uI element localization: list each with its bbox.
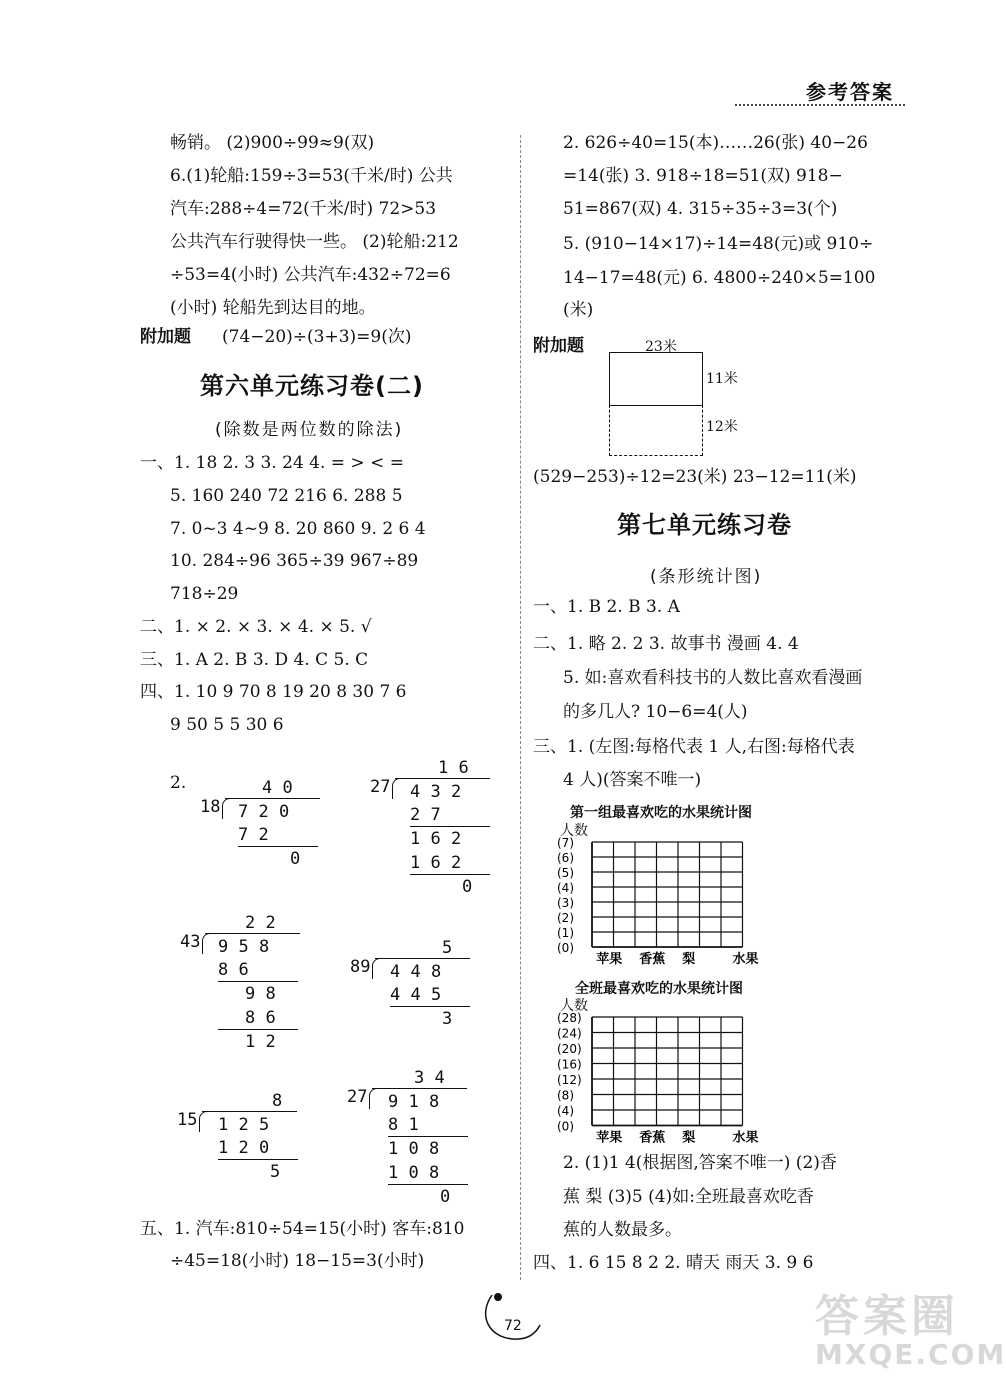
y-tick-label: (1): [557, 926, 574, 940]
x-tick-label: 苹果: [596, 952, 623, 967]
y-tick-label: (12): [557, 1073, 582, 1087]
y-tick-label: (3): [557, 896, 574, 910]
s1-line-1: 一、1. 18 2. 3 3. 24 4. = > < =: [140, 453, 404, 473]
y-tick-label: (4): [557, 1104, 574, 1118]
division-row: 2 7: [410, 805, 441, 825]
s4-2-label: 2.: [170, 773, 187, 793]
y-tick-label: (4): [557, 881, 574, 895]
x-tick-label: 苹果: [596, 1130, 623, 1146]
division-row: 9 1 8: [388, 1092, 440, 1112]
left-line-1: 畅销。 (2)900÷99≈9(双): [170, 133, 375, 153]
watermark-url: MXQE.COM: [815, 1338, 1006, 1371]
division-row: 1 2: [245, 1032, 276, 1052]
division-quotient: 3 4: [414, 1068, 445, 1088]
division-divisor: 89: [350, 957, 371, 977]
r-s3-2-3: 蕉的人数最多。: [563, 1220, 682, 1240]
x-tick-label: 梨: [682, 1130, 696, 1146]
unit7-title: 第七单元练习卷: [617, 511, 792, 539]
page-number-ornament: [478, 1285, 548, 1345]
division-quotient: 1 6: [438, 758, 469, 778]
division-divisor: 18: [200, 797, 221, 817]
s4-line-2: 9 50 5 5 30 6: [170, 715, 284, 735]
right-line-6: (米): [563, 300, 594, 320]
division-row: 1 0 8: [388, 1139, 440, 1159]
r-s2-1: 二、1. 略 2. 2 3. 故事书 漫画 4. 4: [533, 634, 799, 654]
rect-right-label-2: 12米: [706, 419, 738, 435]
division-row: 1 0 8: [388, 1163, 440, 1183]
r-s2-3: 的多几人? 10−6=4(人): [563, 702, 748, 722]
division-row: 1 6 2: [410, 829, 462, 849]
left-extra-text: (74−20)÷(3+3)=9(次): [222, 327, 412, 347]
right-extra-label: 附加题: [533, 336, 584, 356]
r-s3-2-1: 2. (1)1 4(根据图,答案不唯一) (2)香: [563, 1153, 837, 1173]
chart1-title: 第一组最喜欢吃的水果统计图: [570, 805, 752, 821]
x-tick-label: 梨: [682, 952, 696, 967]
division-quotient: 5: [442, 938, 453, 958]
y-tick-label: (28): [557, 1011, 582, 1025]
header-title: 参考答案: [806, 80, 894, 104]
rect-right-label-1: 11米: [706, 371, 738, 387]
r-s4: 四、1. 6 15 8 2 2. 晴天 雨天 3. 9 6: [533, 1253, 814, 1273]
unit6-title: 第六单元练习卷(二): [200, 372, 424, 400]
y-tick-label: (7): [557, 836, 574, 850]
chart1-ylabel: 人数: [560, 823, 588, 839]
y-tick-label: (6): [557, 851, 574, 865]
division-quotient: 8: [272, 1091, 283, 1111]
division-divisor: 15: [177, 1110, 198, 1130]
x-tick-label: 香蕉: [639, 952, 666, 967]
left-line-2: 6.(1)轮船:159÷3=53(千米/时) 公共: [170, 166, 453, 186]
division-row: 8 6: [245, 1008, 276, 1028]
unit7-subtitle: (条形统计图): [650, 567, 763, 587]
chart2-title: 全班最喜欢吃的水果统计图: [575, 981, 743, 997]
r-s2-2: 5. 如:喜欢看科技书的人数比喜欢看漫画: [563, 668, 863, 688]
x-tick-label: 香蕉: [639, 1130, 666, 1146]
y-tick-label: (2): [557, 911, 574, 925]
chart1-grid: [555, 835, 759, 967]
division-row: 1 2 5: [218, 1115, 270, 1135]
y-tick-label: (16): [557, 1057, 582, 1072]
right-line-2: =14(张) 3. 918÷18=51(双) 918−: [563, 166, 843, 186]
page-number: 72: [504, 1318, 522, 1334]
division-row: 3: [442, 1009, 453, 1029]
header-dotted-rule: [735, 104, 905, 106]
division-row: 7 2: [238, 825, 269, 845]
r-s3-2: 4 人)(答案不唯一): [563, 770, 702, 790]
s3-line: 三、1. A 2. B 3. D 4. C 5. C: [140, 650, 369, 670]
division-quotient: 2 2: [245, 913, 276, 933]
division-divisor: 27: [347, 1087, 368, 1107]
right-extra-eq: (529−253)÷12=23(米) 23−12=11(米): [533, 467, 857, 487]
s2-line: 二、1. × 2. × 3. × 4. × 5. √: [140, 617, 372, 637]
y-tick-label: (0): [557, 941, 574, 955]
right-line-5: 14−17=48(元) 6. 4800÷240×5=100: [563, 268, 876, 288]
chart2-ylabel: 人数: [560, 998, 588, 1014]
division-row: 4 4 8: [390, 962, 442, 982]
right-line-1: 2. 626÷40=15(本)……26(张) 40−26: [563, 133, 868, 153]
s5-line-2: ÷45=18(小时) 18−15=3(小时): [170, 1251, 425, 1271]
rectangle-dashed: [609, 405, 703, 456]
x-axis-label: 水果: [732, 1130, 759, 1146]
division-row: 0: [462, 877, 473, 897]
y-tick-label: (8): [557, 1088, 574, 1103]
y-tick-label: (20): [557, 1042, 582, 1056]
right-line-4: 5. (910−14×17)÷14=48(元)或 910÷: [563, 234, 874, 254]
division-row: 4 4 5: [390, 985, 442, 1005]
r-s1: 一、1. B 2. B 3. A: [533, 597, 680, 617]
y-tick-label: (24): [557, 1026, 582, 1041]
column-divider: [520, 135, 521, 1280]
unit6-subtitle: (除数是两位数的除法): [215, 420, 404, 440]
r-s3-1: 三、1. (左图:每格代表 1 人,右图:每格代表: [533, 737, 855, 757]
s1-line-3: 7. 0~3 4~9 8. 20 860 9. 2 6 4: [170, 519, 426, 539]
division-divisor: 43: [180, 932, 201, 952]
right-line-3: 51=867(双) 4. 315÷35÷3=3(个): [563, 199, 838, 219]
division-row: 9 5 8: [218, 937, 270, 957]
division-row: 1 2 0: [218, 1138, 270, 1158]
division-quotient: 4 0: [262, 778, 293, 798]
left-line-4: 公共汽车行驶得快一些。 (2)轮船:212: [170, 232, 459, 252]
division-row: 1 6 2: [410, 853, 462, 873]
division-row: 8 6: [218, 960, 249, 980]
division-row: 7 2 0: [238, 802, 290, 822]
s1-line-4: 10. 284÷96 365÷39 967÷89: [170, 551, 419, 571]
left-extra-label: 附加题: [140, 327, 191, 347]
s5-line-1: 五、1. 汽车:810÷54=15(小时) 客车:810: [140, 1219, 465, 1239]
division-row: 0: [290, 849, 301, 869]
r-s3-2-2: 蕉 梨 (3)5 (4)如:全班最喜欢吃香: [563, 1187, 814, 1207]
y-tick-label: (0): [557, 1119, 574, 1134]
division-row: 4 3 2: [410, 782, 462, 802]
division-row: 8 1: [388, 1115, 419, 1135]
s1-line-2: 5. 160 240 72 216 6. 288 5: [170, 486, 403, 506]
division-row: 0: [440, 1187, 451, 1207]
rect-top-label: 23米: [645, 339, 677, 355]
division-row: 9 8: [245, 984, 276, 1004]
x-axis-label: 水果: [732, 952, 759, 967]
s1-line-5: 718÷29: [170, 584, 239, 604]
left-line-6: (小时) 轮船先到达目的地。: [170, 298, 376, 318]
watermark-logo: 答案圈: [815, 1291, 959, 1342]
division-divisor: 27: [370, 777, 391, 797]
y-tick-label: (5): [557, 866, 574, 880]
chart2-grid: [555, 1010, 765, 1146]
left-line-3: 汽车:288÷4=72(千米/时) 72>53: [170, 199, 437, 219]
left-line-5: ÷53=4(小时) 公共汽车:432÷72=6: [170, 265, 451, 285]
s4-line-1: 四、1. 10 9 70 8 19 20 8 30 7 6: [140, 682, 407, 702]
division-row: 5: [270, 1162, 281, 1182]
rectangle-diagram: [609, 352, 703, 406]
